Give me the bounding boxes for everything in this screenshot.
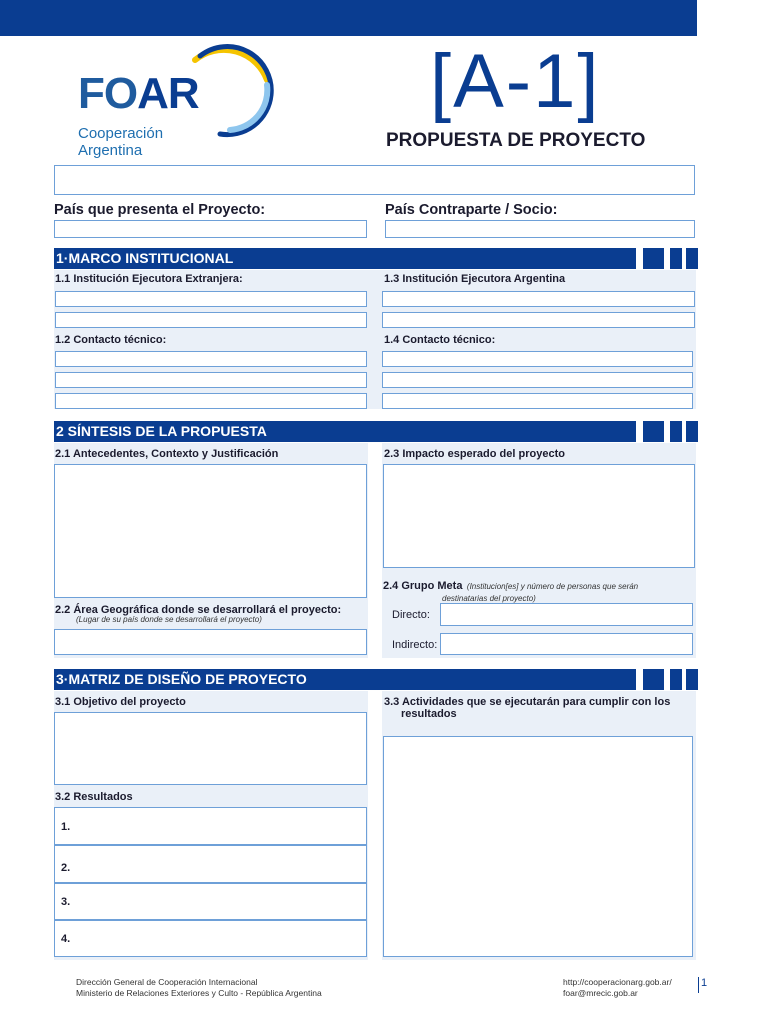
- target-group-label: 2.4 Grupo Meta: [383, 580, 463, 592]
- contact-left-input-1[interactable]: [55, 351, 367, 367]
- indirect-label: Indirecto:: [392, 639, 438, 651]
- section-3-block: [643, 669, 664, 690]
- activities-label-line-1: 3.3 Actividades que se ejecutarán para cumplir con los: [384, 696, 671, 708]
- presenting-country-label: País que presenta el Proyecto:: [54, 202, 266, 218]
- results-label: 3.2 Resultados: [55, 791, 133, 803]
- section-3-block: [670, 669, 682, 690]
- objective-textarea[interactable]: [54, 712, 367, 785]
- foreign-institution-input-2[interactable]: [55, 312, 367, 328]
- target-group-note-2: destinatarias del proyecto): [442, 594, 536, 603]
- section-1-block: [643, 248, 664, 269]
- logo-sub-line-1: Cooperación: [78, 125, 164, 142]
- footer-right: [563, 977, 672, 999]
- result-2-number: 2.: [61, 862, 71, 874]
- contact-right-input-3[interactable]: [382, 393, 693, 409]
- logo-sub-line-2: Argentina: [78, 142, 143, 159]
- target-group-block: [383, 576, 693, 603]
- contact-left-input-2[interactable]: [55, 372, 367, 388]
- objective-label: 3.1 Objetivo del proyecto: [55, 696, 186, 708]
- section-2-block: [643, 421, 664, 442]
- presenting-country-input[interactable]: [54, 220, 367, 238]
- footer-left: [76, 977, 322, 999]
- footer-ministry: Ministerio de Relaciones Exteriores y Culto - República Argentina: [76, 988, 322, 998]
- activities-label: [384, 696, 670, 720]
- geo-area-input[interactable]: [54, 629, 367, 655]
- section-1-block: [670, 248, 682, 269]
- direct-input[interactable]: [440, 603, 693, 626]
- geo-area-note: (Lugar de su país donde se desarrollará el proyecto): [76, 615, 262, 624]
- contact-right-label: 1.4 Contacto técnico:: [384, 334, 496, 346]
- foar-logo: [78, 69, 199, 118]
- geo-area-label: 2.2 Área Geográfica donde se desarrollará el proyecto:: [55, 604, 342, 616]
- target-group-note-1: (Institucion[es] y número de personas que serán: [466, 582, 639, 591]
- result-1-number: 1.: [61, 821, 71, 833]
- section-2-block: [670, 421, 682, 442]
- foreign-institution-label: 1.1 Institución Ejecutora Extranjera:: [55, 273, 243, 285]
- impact-textarea[interactable]: [383, 464, 695, 568]
- page-number: 1: [698, 977, 707, 993]
- result-4-input[interactable]: [54, 920, 367, 957]
- activities-textarea[interactable]: [383, 736, 693, 957]
- contact-left-label: 1.2 Contacto técnico:: [55, 334, 167, 346]
- result-2-input[interactable]: [54, 845, 367, 883]
- project-title-input[interactable]: [54, 165, 695, 195]
- section-3-header: 3·MATRIZ DE DISEÑO DE PROYECTO: [54, 669, 636, 690]
- section-3-block: [686, 669, 698, 690]
- section-1-header: 1·MARCO INSTITUCIONAL: [54, 248, 636, 269]
- form-title: PROPUESTA DE PROYECTO: [386, 130, 646, 151]
- contact-right-input-2[interactable]: [382, 372, 693, 388]
- impact-label: 2.3 Impacto esperado del proyecto: [384, 448, 565, 460]
- activities-label-line-2: resultados: [401, 708, 457, 720]
- counterpart-country-label: País Contraparte / Socio:: [385, 202, 558, 218]
- argentine-institution-label: 1.3 Institución Ejecutora Argentina: [384, 273, 566, 285]
- section-2-block: [686, 421, 698, 442]
- indirect-input[interactable]: [440, 633, 693, 655]
- top-banner: [0, 0, 697, 36]
- counterpart-country-input[interactable]: [385, 220, 695, 238]
- contact-left-input-3[interactable]: [55, 393, 367, 409]
- logo-ar: AR: [137, 69, 199, 118]
- logo-subtitle: [78, 125, 163, 159]
- background-textarea[interactable]: [54, 464, 367, 598]
- result-3-number: 3.: [61, 896, 71, 908]
- result-1-input[interactable]: [54, 807, 367, 845]
- result-3-input[interactable]: [54, 883, 367, 920]
- logo-fo: FO: [78, 69, 138, 118]
- argentine-institution-input-1[interactable]: [382, 291, 695, 307]
- contact-right-input-1[interactable]: [382, 351, 693, 367]
- section-1-block: [686, 248, 698, 269]
- footer-org: Dirección General de Cooperación Internacional: [76, 977, 258, 987]
- background-label: 2.1 Antecedentes, Contexto y Justificación: [55, 448, 279, 460]
- section-2-header: 2 SÍNTESIS DE LA PROPUESTA: [54, 421, 636, 442]
- result-4-number: 4.: [61, 933, 71, 945]
- foreign-institution-input-1[interactable]: [55, 291, 367, 307]
- footer-email-link[interactable]: foar@mrecic.gob.ar: [563, 988, 638, 998]
- argentine-institution-input-2[interactable]: [382, 312, 695, 328]
- footer-url-link[interactable]: http://cooperacionarg.gob.ar/: [563, 977, 672, 987]
- direct-label: Directo:: [392, 609, 430, 621]
- form-code: [A-1]: [430, 39, 601, 124]
